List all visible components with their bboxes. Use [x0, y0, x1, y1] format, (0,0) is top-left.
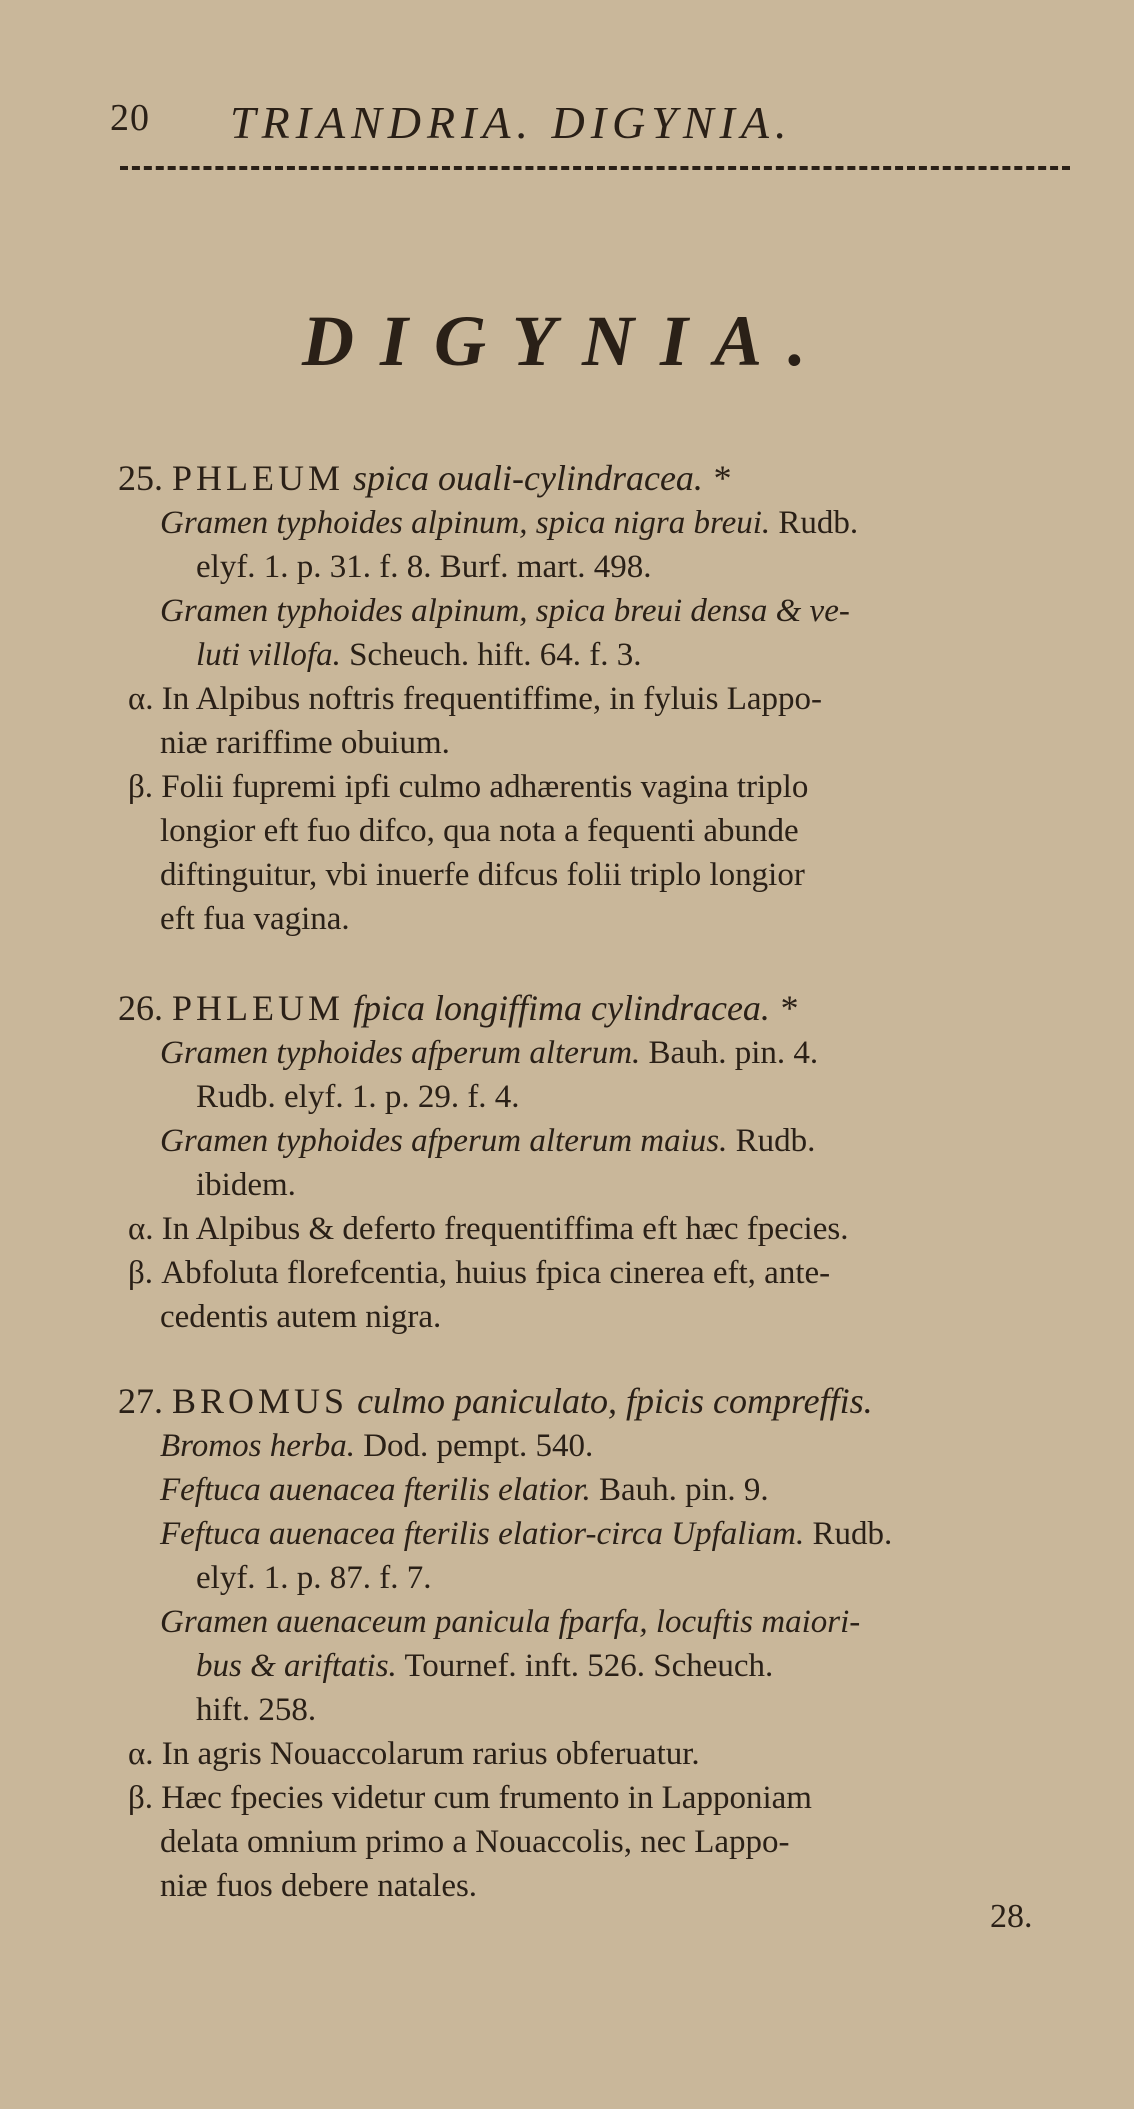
page-number: 20 — [110, 97, 150, 139]
note-line: niæ fuos debere natales. — [160, 1868, 478, 1904]
synonym-line: elyf. 1. p. 31. f. 8. Burf. mart. 498. — [196, 549, 652, 585]
entry-heading — [118, 455, 1078, 501]
synonym-line: Gramen typhoides afperum alterum maius. Rudb. — [160, 1123, 816, 1159]
genus-name: BROMUS — [172, 1381, 349, 1421]
note-line: cedentis autem nigra. — [160, 1299, 442, 1335]
entry-number: 26. — [118, 988, 163, 1028]
entry-heading — [118, 1378, 1078, 1424]
note-line: niæ rariffime obuium. — [160, 725, 450, 761]
synonym-line: Gramen auenaceum panicula fparfa, locuftis maiori- — [160, 1604, 861, 1640]
synonym-line: Feftuca auenacea fterilis elatior-circa Upfaliam. Rudb. — [160, 1516, 893, 1552]
note-line: α. In agris Nouaccolarum rarius obferuatur. — [128, 1736, 700, 1772]
note-line: delata omnium primo a Nouaccolis, nec Lappo- — [160, 1824, 790, 1860]
note-line: longior eft fuo difco, qua nota a fequenti abunde — [160, 813, 799, 849]
diagnosis: culmo paniculato, fpicis compreffis. — [357, 1381, 873, 1421]
note-line: β. Folii fupremi ipfi culmo adhærentis vagina triplo — [128, 769, 809, 805]
species-entry — [118, 1378, 1078, 1908]
note-line: α. In Alpibus noftris frequentiffime, in fyluis Lappo- — [128, 681, 822, 717]
synonym-line: Gramen typhoides alpinum, spica nigra breui. Rudb. — [160, 505, 859, 541]
running-title: TRIANDRIA. DIGYNIA. — [230, 97, 793, 148]
genus-name: PHLEUM — [172, 458, 345, 498]
synonym-line: ibidem. — [196, 1167, 296, 1203]
synonym-line: Gramen typhoides afperum alterum. Bauh. pin. 4. — [160, 1035, 819, 1071]
species-entry — [118, 985, 1078, 1339]
synonym-line: Feftuca auenacea fterilis elatior. Bauh. pin. 9. — [160, 1472, 769, 1508]
entry-number: 25. — [118, 458, 163, 498]
synonym-line: luti villofa. Scheuch. hift. 64. f. 3. — [196, 637, 642, 673]
synonym-line: hift. 258. — [196, 1692, 317, 1728]
synonym-line: bus & ariftatis. Tournef. inft. 526. Scheuch. — [196, 1648, 774, 1684]
section-title: DIGYNIA. — [301, 301, 833, 381]
synonym-line: Gramen typhoides alpinum, spica breui densa & ve- — [160, 593, 850, 629]
synonym-line: Rudb. elyf. 1. p. 29. f. 4. — [196, 1079, 520, 1115]
genus-name: PHLEUM — [172, 988, 345, 1028]
species-entry — [118, 455, 1078, 941]
note-line: α. In Alpibus & deferto frequentiffima eft hæc fpecies. — [128, 1211, 849, 1247]
entry-number: 27. — [118, 1381, 163, 1421]
catchword: 28. — [990, 1898, 1033, 1935]
note-line: eft fua vagina. — [160, 901, 350, 937]
head-rule — [120, 166, 1070, 170]
synonym-line: Bromos herba. Dod. pempt. 540. — [160, 1428, 594, 1464]
entry-heading — [118, 985, 1078, 1031]
note-line: β. Hæc fpecies videtur cum frumento in Lapponiam — [128, 1780, 812, 1816]
synonym-line: elyf. 1. p. 87. f. 7. — [196, 1560, 432, 1596]
diagnosis: fpica longiffima cylindracea. * — [353, 988, 797, 1028]
note-line: β. Abfoluta florefcentia, huius fpica cinerea eft, ante- — [128, 1255, 831, 1291]
note-line: diftinguitur, vbi inuerfe difcus folii triplo longior — [160, 857, 805, 893]
diagnosis: spica ouali-cylindracea. * — [353, 458, 730, 498]
running-head — [80, 96, 1070, 156]
